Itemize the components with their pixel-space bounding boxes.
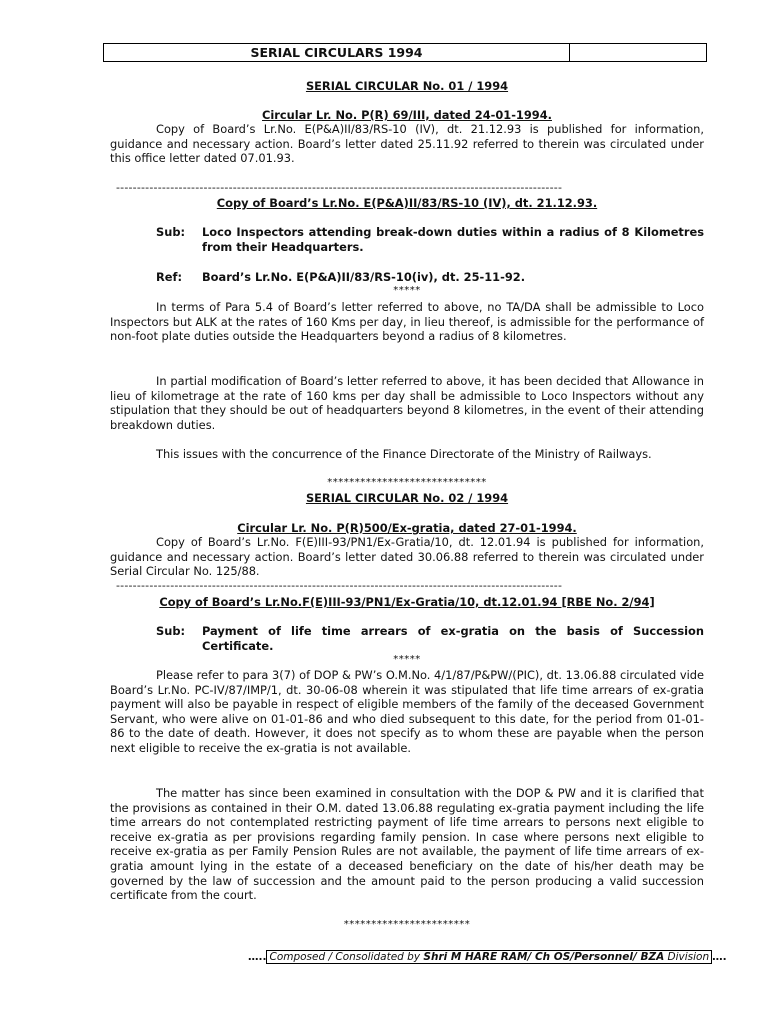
subject-text: Payment of life time arrears of ex-gratia on the basis of Succession Certificate.	[202, 624, 704, 653]
footer-trail-dots: ….	[712, 951, 727, 963]
circular-2-intro: Copy of Board’s Lr.No. F(E)III-93/PN1/Ex-Gratia/10, dt. 12.01.94 is published for information, guidance and necessary action. Board’s letter dated 30.06.88 referred to therein was circulated under Serial Circular No. 125/88.	[110, 535, 704, 579]
circular-1-end-stars: *****************************	[327, 477, 487, 488]
circular-2-para-2: The matter has since been examined in consultation with the DOP & PW and it is clarified that the provisions as contained in their O.M. dated 13.06.88 regulating ex-gratia payment including the life time arrears do not contemplated restricting payment of life time arrears to persons next eligible to receive ex-gratia as per provisions regarding family pension. In case where persons next eligible to receive ex-gratia as per Family Pension Rules are not available, the payment of life time arrears of ex-gratia amount lying in the estate of a deceased beneficiary on the date of his/her death may be governed by the law of succession and the amount paid to the person producing a valid succession certificate from the court.	[110, 786, 704, 903]
reference-label: Ref:	[156, 270, 183, 284]
footer-suffix: Division	[664, 951, 710, 963]
circular-1-para-1: In terms of Para 5.4 of Board’s letter referred to above, no TA/DA shall be admissible to Loco Inspectors but ALK at the rates of 160 Kms per day, in lieu thereof, is admissible for the performance of non-foot plate duties outside the Headquarters beyond a radius of 8 kilometres.	[110, 300, 704, 344]
circular-2-copy-heading: Copy of Board’s Lr.No.F(E)III-93/PN1/Ex-Gratia/10, dt.12.01.94 [RBE No. 2/94]	[159, 595, 655, 609]
header-empty-cell	[570, 44, 706, 61]
circular-1-title: SERIAL CIRCULAR No. 01 / 1994	[305, 79, 509, 93]
footer-credit	[248, 950, 727, 965]
circular-2-end-stars: ***********************	[343, 919, 471, 930]
page-title: SERIAL CIRCULARS 1994	[104, 44, 570, 61]
circular-1-subject	[156, 225, 704, 254]
circular-1-para-2: In partial modification of Board’s letter referred to above, it has been decided that Allowance in lieu of kilometrage at the rate of 160 kms per day shall be admissible to Loco Inspectors without any stipulation that they should be out of headquarters beyond 8 kilometres, in the event of their attending breakdown duties.	[110, 374, 704, 432]
separator-line: -----------------------------------------------------------------------------------------------------------	[116, 580, 563, 592]
circular-2-subject	[156, 624, 704, 653]
circular-2-ref-line: Circular Lr. No. P(R)500/Ex-gratia, dated 27-01-1994.	[237, 521, 577, 535]
footer-prefix: Composed / Consolidated by	[269, 951, 424, 963]
footer-credit-box	[266, 950, 712, 964]
footer-author: Shri M HARE RAM/ Ch OS/Personnel/ BZA	[423, 951, 665, 963]
circular-2-title: SERIAL CIRCULAR No. 02 / 1994	[305, 491, 509, 505]
circular-1-para-3: This issues with the concurrence of the Finance Directorate of the Ministry of Railways.	[156, 447, 652, 461]
separator-line: -----------------------------------------------------------------------------------------------------------	[116, 182, 563, 194]
circular-1-reference	[156, 270, 704, 285]
circular-1-intro: Copy of Board’s Lr.No. E(P&A)II/83/RS-10 (IV), dt. 21.12.93 is published for information, guidance and necessary action. Board’s letter dated 25.11.92 referred to therein was circulated under this office letter dated 07.01.93.	[110, 122, 704, 166]
circular-2-mini-stars: *****	[393, 654, 421, 665]
circular-2-para-1: Please refer to para 3(7) of DOP & PW’s O.M.No. 4/1/87/P&PW/(PIC), dt. 13.06.88 circulated vide Board’s Lr.No. PC-IV/87/IMP/1, dt. 30-06-08 wherein it was stipulated that life time arrears of ex-gratia payment will also be payable in respect of eligible members of the family of the deceased Government Servant, who were alive on 01-01-86 and who died subsequent to this date, for the period from 01-01-86 to the date of death. However, it does not specify as to whom these are payable when the person next eligible to receive the ex-gratia is not available.	[110, 668, 704, 755]
subject-label: Sub:	[156, 624, 186, 638]
header-table	[103, 43, 707, 62]
subject-label: Sub:	[156, 225, 186, 239]
circular-1-mini-stars: *****	[393, 285, 421, 296]
reference-text: Board’s Lr.No. E(P&A)II/83/RS-10(iv), dt. 25-11-92.	[202, 270, 526, 284]
circular-1-ref-line: Circular Lr. No. P(R) 69/III, dated 24-01-1994.	[262, 108, 552, 122]
circular-1-copy-heading: Copy of Board’s Lr.No. E(P&A)II/83/RS-10 (IV), dt. 21.12.93.	[216, 196, 598, 210]
footer-lead-dots: …..	[248, 951, 267, 963]
subject-text: Loco Inspectors attending break-down duties within a radius of 8 Kilometres from their Headquarters.	[202, 225, 704, 254]
